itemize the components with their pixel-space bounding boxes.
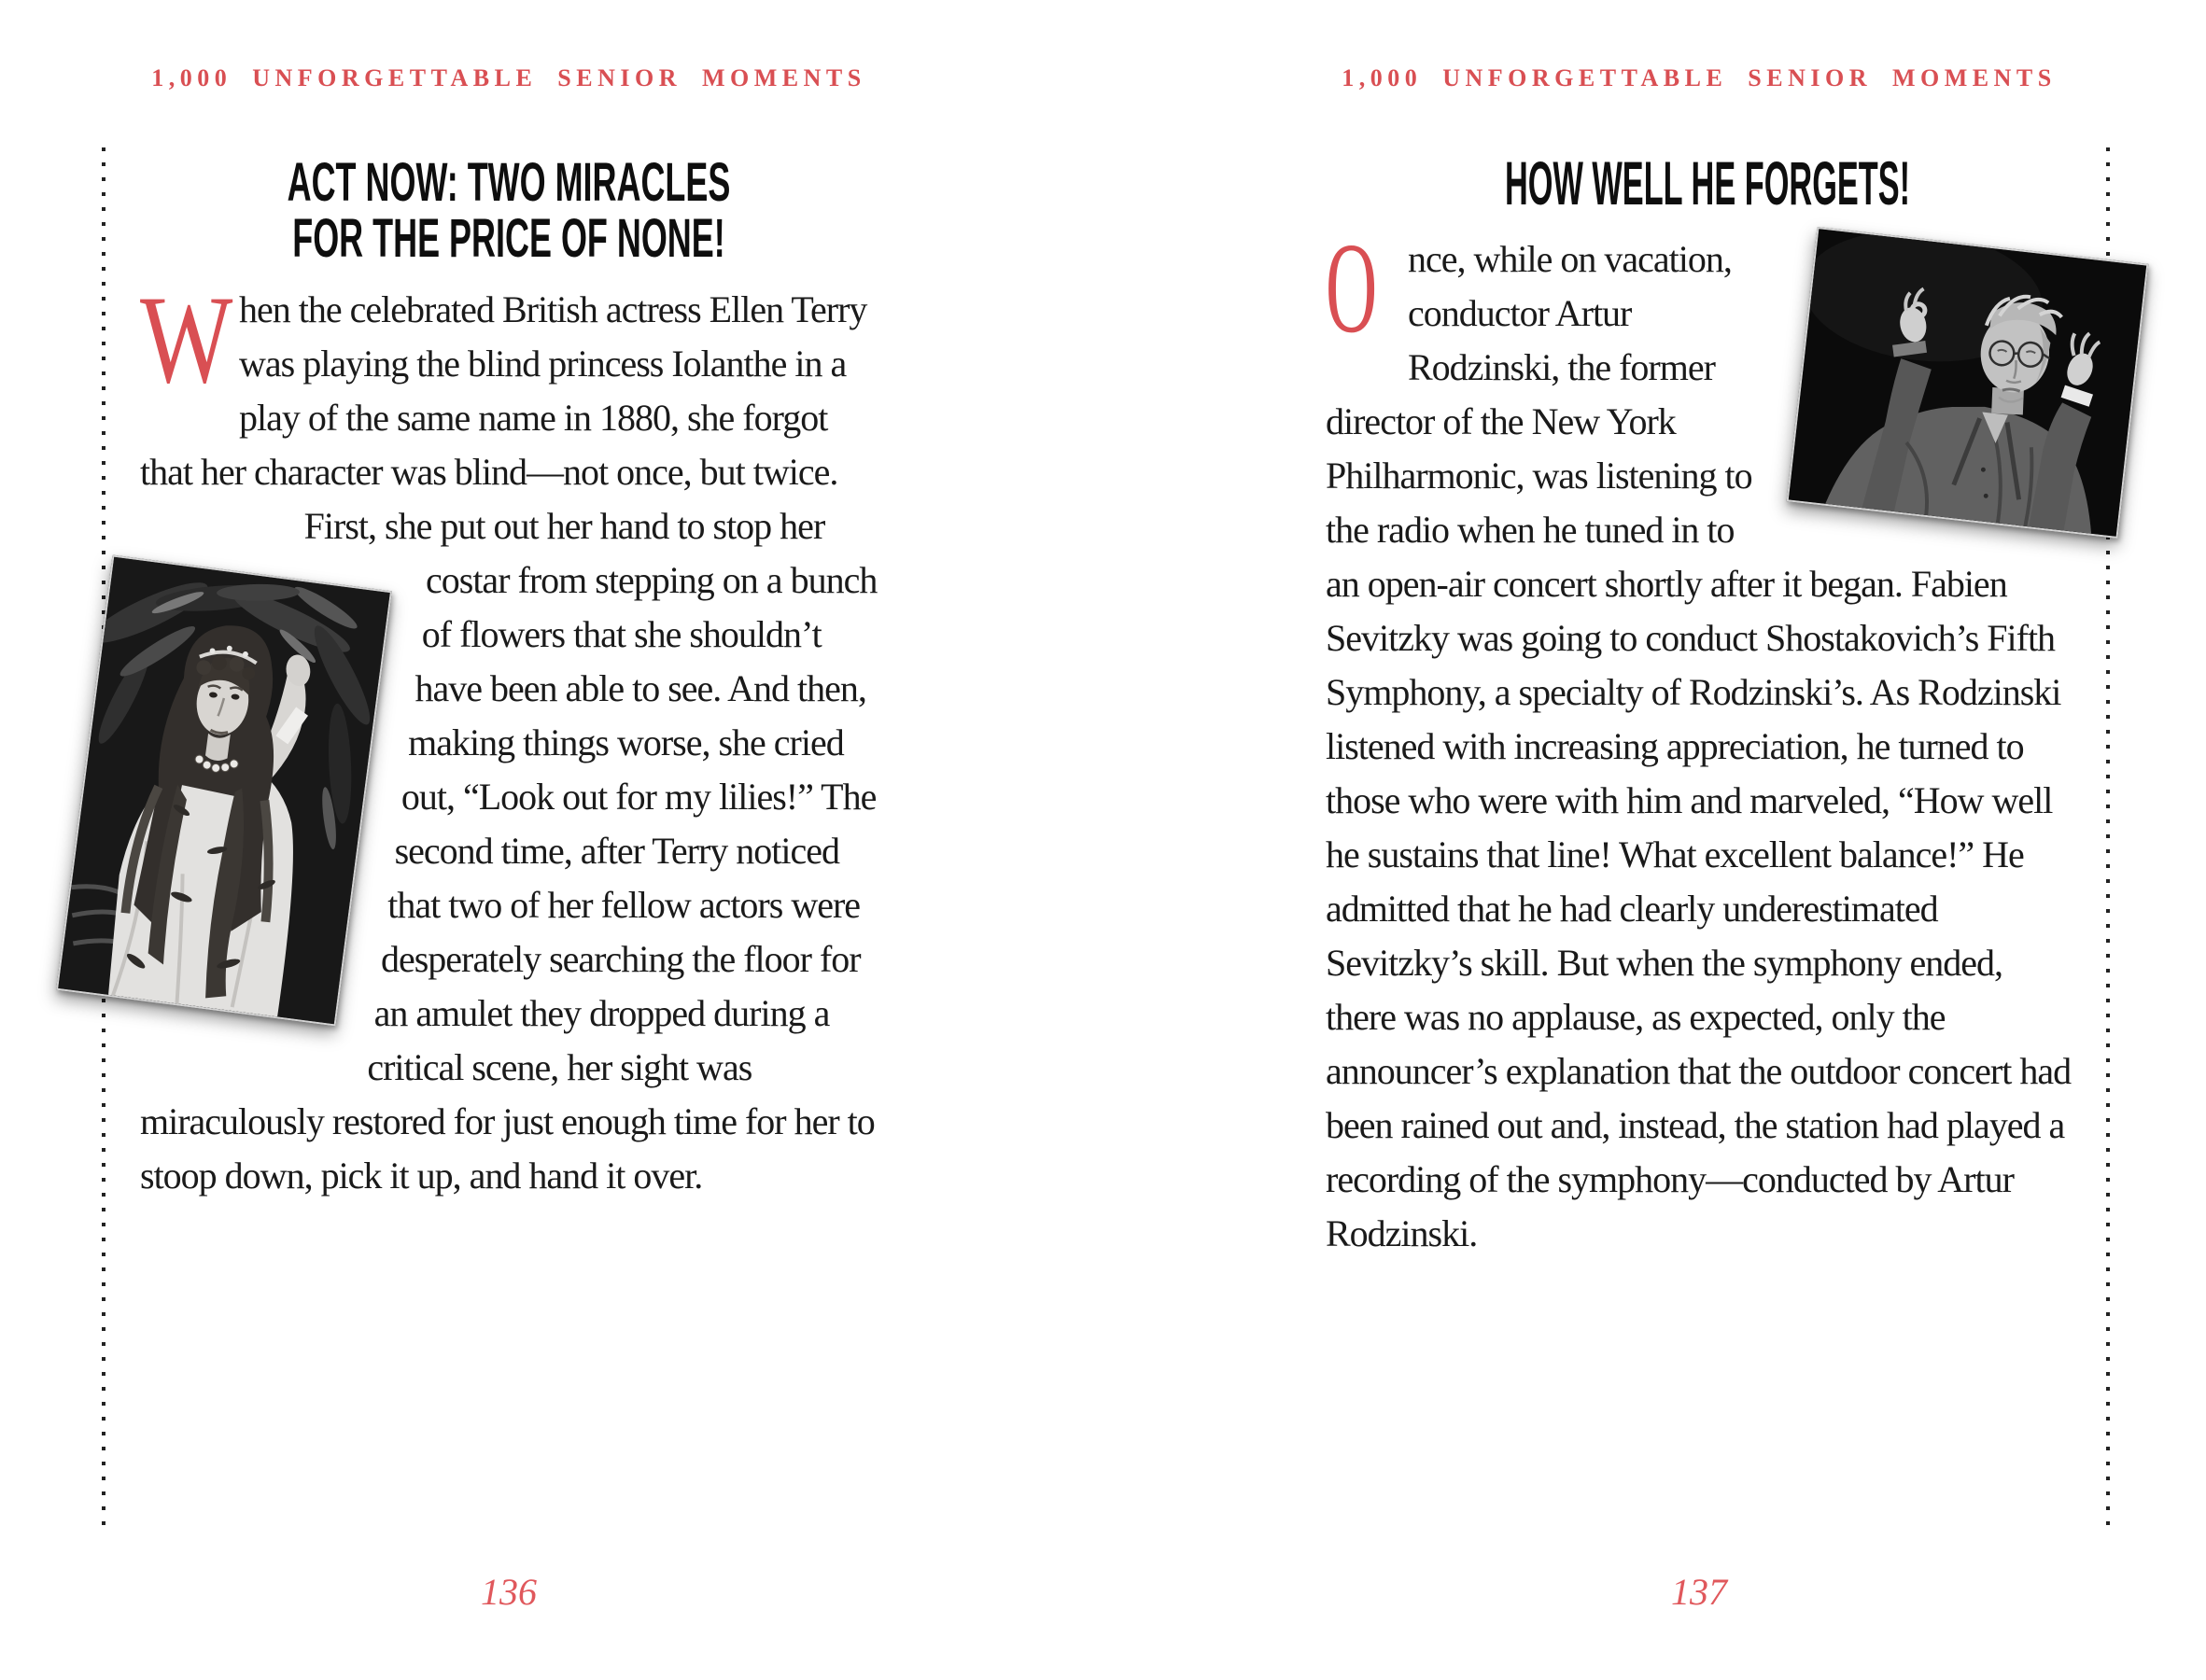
running-head-right: 1,000 UNFORGETTABLE SENIOR MOMENTS [1342,64,2057,91]
page-number-left: 136 [481,1571,537,1613]
page-number-right: 137 [1671,1571,1727,1613]
ellen-terry-photo [56,555,392,1027]
story-paragraph-left: hen the celebrated British actress Ellen Terry was playing the blind princess Iolanthe in a play of the same name in 1880, she forgot that her character was blind—not once, but twice. First, she put out her hand to stop her costar from stepping on a bunch of flowers that she shouldn’t have been able to see. And then, making things worse, she cried out, “Look out for my lilies!” The second time, after Terry noticed that two of her fellow actors were desperately searching the floor for an amulet they dropped during a critical scene, her sight was miraculously restored for just enough time for her to stoop down, pick it up, and hand it over. [140,288,878,1197]
artur-rodzinski-photo-art [1789,229,2146,537]
drop-cap-right: O [1326,217,1377,360]
artur-rodzinski-photo [1787,227,2149,539]
story-title-right [1505,148,1911,217]
story-title-left-line1: ACT NOW: TWO MIRACLES [287,152,731,213]
story-title-right-line1: HOW WELL HE FORGETS! [1505,148,1911,217]
running-head-left: 1,000 UNFORGETTABLE SENIOR MOMENTS [151,64,866,91]
ellen-terry-photo-art [58,557,390,1024]
drop-cap-left: W [140,271,232,410]
story-title-left [280,152,738,269]
story-paragraph-right: nce, while on vacation, conductor Artur Rodzinski, the former director of the New York Philharmonic, was listening to the radio when he tuned in to an open-air concert shortly after it began. Fabien Sevitzky was going to conduct Shostakovich’s Fifth Symphony, a specialty of Rodzinski’s. As Rodzinski listened with increasing appreciation, he turned to those who were with him and marveled, “How well he sustains that line! What excellent balance!” He admitted that he had clearly underestimated Sevitzky’s skill. But when the symphony ended, there was no applause, as expected, only the announcer’s explanation that the outdoor concert had been rained out and, instead, the station had played a recording of the symphony—conducted by Artur Rodzinski. [1326,238,2072,1254]
story-title-left-line2: FOR THE PRICE OF NONE! [292,208,725,269]
